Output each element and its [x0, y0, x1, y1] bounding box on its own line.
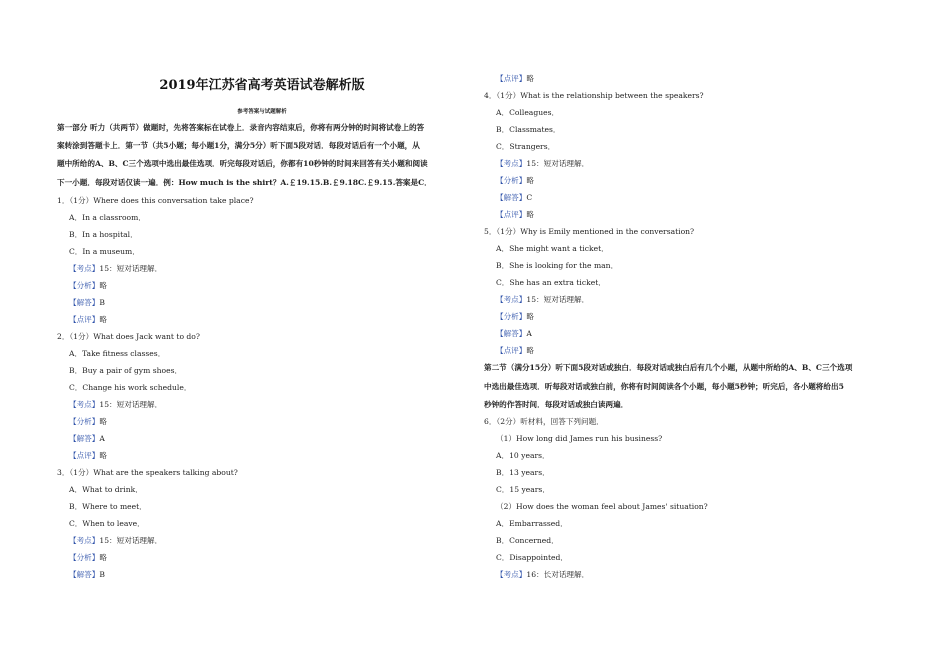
- dianping-label: 【点评】: [69, 315, 100, 324]
- question-3-dianping: [496, 74, 534, 84]
- kaodian-label: 【考点】: [69, 400, 100, 409]
- page-title: 2019年江苏省高考英语试卷解析版: [159, 78, 365, 93]
- question-5-fenxi: [496, 312, 534, 322]
- question-6-1-option-a: A．10 years．: [496, 451, 550, 460]
- question-3-option-c: C．When to leave．: [69, 519, 145, 528]
- section2-line-2: 中选出最佳选项．听每段对话或独白前，你将有时间阅读各个小题，每小题5秒钟；听完后，各小题将给出5: [484, 382, 844, 391]
- dianping-text: 略: [99, 315, 107, 324]
- question-1-kaodian: [69, 264, 162, 274]
- question-4-jieda: [496, 193, 532, 203]
- dianping-label: 【点评】: [496, 346, 527, 355]
- fenxi-text: 略: [99, 281, 107, 290]
- fenxi-text: 略: [526, 312, 534, 321]
- kaodian-text: 15：短对话理解．: [526, 159, 590, 168]
- question-3-kaodian: [69, 536, 162, 546]
- question-6-2-option-c: C．Disappointed．: [496, 553, 568, 562]
- kaodian-label: 【考点】: [496, 159, 527, 168]
- question-6-sub-1: （1）How long did James run his business?: [496, 434, 663, 443]
- question-4-fenxi: [496, 176, 534, 186]
- question-1-option-b: B．In a hospital．: [69, 230, 138, 239]
- dianping-label: 【点评】: [69, 451, 100, 460]
- jieda-text: A: [99, 434, 105, 443]
- question-6-kaodian: [496, 570, 589, 580]
- kaodian-label: 【考点】: [496, 570, 527, 579]
- page-subtitle: 参考答案与试题解析: [237, 109, 287, 115]
- intro-line-3: 题中所给的A、B、C三个选项中选出最佳选项．听完每段对话后，你都有10秒钟的时间来回答有关小题和阅读: [57, 159, 428, 168]
- dianping-text: 略: [526, 210, 534, 219]
- dianping-label: 【点评】: [496, 74, 527, 83]
- question-4-option-c: C．Strangers．: [496, 142, 556, 151]
- question-5-jieda: [496, 329, 532, 339]
- question-6-stem: 6．（2分）听材料，回答下列问题．: [484, 417, 604, 426]
- question-6-1-option-c: C．15 years．: [496, 485, 550, 494]
- question-2-jieda: [69, 434, 105, 444]
- kaodian-text: 16：长对话理解．: [526, 570, 590, 579]
- dianping-label: 【点评】: [496, 210, 527, 219]
- question-6-2-option-a: A．Embarrassed．: [496, 519, 568, 528]
- jieda-label: 【解答】: [69, 434, 100, 443]
- question-4-option-a: A．Colleagues．: [496, 108, 560, 117]
- dianping-text: 略: [99, 451, 107, 460]
- question-3-jieda: [69, 570, 105, 580]
- jieda-label: 【解答】: [496, 193, 527, 202]
- jieda-label: 【解答】: [69, 298, 100, 307]
- question-2-dianping: [69, 451, 107, 461]
- jieda-text: B: [99, 570, 105, 579]
- kaodian-text: 15：短对话理解．: [99, 536, 163, 545]
- question-5-stem: 5．（1分）Why is Emily mentioned in the conversation?: [484, 227, 695, 236]
- fenxi-text: 略: [526, 176, 534, 185]
- question-5-kaodian: [496, 295, 589, 305]
- intro-line-2: 案转涂到答题卡上．第一节（共5小题；每小题1分，满分5分）听下面5段对话．每段对话后有一个小题，从: [57, 141, 420, 150]
- question-3-fenxi: [69, 553, 107, 563]
- jieda-label: 【解答】: [496, 329, 527, 338]
- question-3-option-a: A．What to drink．: [69, 485, 143, 494]
- section2-line-3: 秒钟的作答时间．每段对话或独白读两遍．: [484, 400, 629, 409]
- jieda-text: B: [99, 298, 105, 307]
- dianping-text: 略: [526, 346, 534, 355]
- fenxi-label: 【分析】: [69, 417, 100, 426]
- kaodian-label: 【考点】: [496, 295, 527, 304]
- question-5-option-b: B．She is looking for the man．: [496, 261, 619, 270]
- intro-line-1: 第一部分 听力（共两节）做题时，先将答案标在试卷上．录音内容结束后，你将有两分钟的时间将试卷上的答: [57, 123, 425, 132]
- fenxi-text: 略: [99, 553, 107, 562]
- question-4-stem: 4．（1分）What is the relationship between the speakers?: [484, 91, 704, 100]
- question-3-stem: 3．（1分）What are the speakers talking about?: [57, 468, 238, 477]
- question-2-kaodian: [69, 400, 162, 410]
- fenxi-label: 【分析】: [69, 281, 100, 290]
- question-5-option-c: C．She has an extra ticket．: [496, 278, 606, 287]
- kaodian-label: 【考点】: [69, 264, 100, 273]
- question-1-dianping: [69, 315, 107, 325]
- kaodian-text: 15：短对话理解．: [526, 295, 590, 304]
- question-2-stem: 2．（1分）What does Jack want to do?: [57, 332, 200, 341]
- question-1-jieda: [69, 298, 105, 308]
- question-2-fenxi: [69, 417, 107, 427]
- question-3-option-b: B．Where to meet．: [69, 502, 147, 511]
- jieda-text: A: [526, 329, 532, 338]
- fenxi-text: 略: [99, 417, 107, 426]
- intro-line-4: 下一小题．每段对话仅读一遍．例：How much is the shirt？A.￡19.15.B.￡9.18C.￡9.15.答案是C．: [57, 178, 432, 187]
- fenxi-label: 【分析】: [496, 312, 527, 321]
- question-2-option-a: A．Take fitness classes．: [69, 349, 166, 358]
- kaodian-text: 15：短对话理解．: [99, 264, 163, 273]
- question-5-option-a: A．She might want a ticket．: [496, 244, 609, 253]
- fenxi-label: 【分析】: [69, 553, 100, 562]
- question-2-option-b: B．Buy a pair of gym shoes．: [69, 366, 183, 375]
- question-4-dianping: [496, 210, 534, 220]
- question-6-1-option-b: B．13 years．: [496, 468, 550, 477]
- fenxi-label: 【分析】: [496, 176, 527, 185]
- question-5-dianping: [496, 346, 534, 356]
- question-4-kaodian: [496, 159, 589, 169]
- question-6-sub-2: （2）How does the woman feel about James' situation?: [496, 502, 708, 511]
- question-1-option-a: A．In a classroom．: [69, 213, 146, 222]
- dianping-text: 略: [526, 74, 534, 83]
- question-1-option-c: C．In a museum．: [69, 247, 140, 256]
- question-2-option-c: C．Change his work schedule．: [69, 383, 192, 392]
- jieda-text: C: [526, 193, 533, 202]
- question-4-option-b: B．Classmates．: [496, 125, 561, 134]
- kaodian-text: 15：短对话理解．: [99, 400, 163, 409]
- jieda-label: 【解答】: [69, 570, 100, 579]
- question-6-2-option-b: B．Concerned．: [496, 536, 559, 545]
- question-1-stem: 1．（1分）Where does this conversation take place?: [57, 196, 254, 205]
- question-1-fenxi: [69, 281, 107, 291]
- kaodian-label: 【考点】: [69, 536, 100, 545]
- section2-line-1: 第二节（满分15分）听下面5段对话或独白．每段对话或独白后有几个小题，从题中所给的A、B、C三个选项: [484, 363, 853, 372]
